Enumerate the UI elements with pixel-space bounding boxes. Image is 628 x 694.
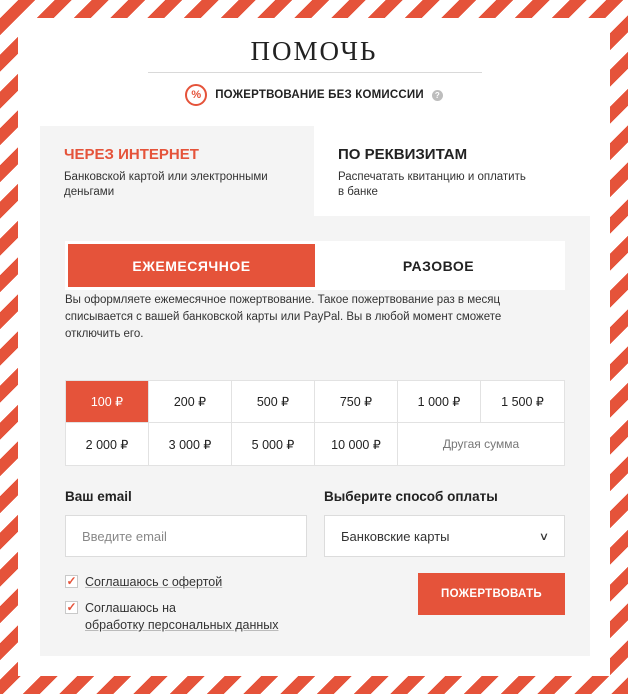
tab-internet-desc-line: Банковской картой или электронными — [64, 171, 268, 183]
offer-consent-label — [85, 574, 222, 591]
tab-internet-desc-line: деньгами — [64, 186, 115, 198]
personal-data-checkbox[interactable]: ✓ — [66, 600, 77, 614]
frequency-toggle — [65, 241, 565, 290]
tab-requisites-desc-line: в банке — [338, 186, 378, 198]
payment-method-label: Выберите способ оплаты — [324, 489, 498, 504]
personal-data-line: Соглашаюсь на — [85, 601, 176, 615]
offer-checkbox[interactable]: ✓ — [66, 574, 77, 588]
amount-option[interactable]: 2 000 ₽ — [66, 423, 149, 465]
amount-option[interactable]: 5 000 ₽ — [232, 423, 315, 465]
notice-line: Вы оформляете ежемесячное пожертвование. Такое пожертвование раз в месяц — [65, 294, 501, 306]
chevron-down-icon: ∨ — [538, 530, 550, 543]
amount-option[interactable]: 3 000 ₽ — [149, 423, 232, 465]
tab-requisites-title: ПО РЕКВИЗИТАМ — [338, 146, 468, 163]
monthly-notice — [65, 292, 565, 343]
percent-refresh-icon: % — [185, 84, 207, 106]
one-time-button[interactable]: РАЗОВОЕ — [315, 244, 562, 287]
amount-option[interactable]: 10 000 ₽ — [315, 423, 398, 465]
email-field[interactable] — [65, 515, 307, 557]
amount-option[interactable]: 200 ₽ — [149, 381, 232, 423]
question-icon[interactable]: ? — [432, 90, 443, 101]
personal-data-link[interactable]: обработку персональных данных — [85, 618, 279, 632]
notice-line: отключить его. — [65, 328, 144, 340]
amount-option[interactable]: 750 ₽ — [315, 381, 398, 423]
page-title: ПОМОЧЬ — [250, 36, 378, 66]
personal-data-consent-label — [85, 600, 278, 634]
amount-grid — [65, 380, 565, 466]
donation-form-panel — [40, 216, 590, 656]
tab-internet[interactable] — [40, 126, 314, 216]
other-amount-option[interactable]: Другая сумма — [442, 437, 520, 451]
offer-link[interactable]: Соглашаюсь с офертой — [85, 575, 223, 589]
tab-internet-title: ЧЕРЕЗ ИНТЕРНЕТ — [64, 146, 199, 163]
tab-requisites[interactable] — [314, 126, 590, 216]
monthly-button[interactable]: ЕЖЕМЕСЯЧНОЕ — [68, 244, 315, 287]
amount-option[interactable]: 100 ₽ — [66, 381, 149, 423]
title-divider — [148, 72, 482, 73]
amount-option[interactable]: 500 ₽ — [232, 381, 315, 423]
email-label: Ваш email — [65, 489, 132, 504]
no-commission-note — [0, 84, 628, 106]
tab-requisites-desc-line: Распечатать квитанцию и оплатить — [338, 171, 526, 183]
notice-line: списывается с вашей банковской карты или PayPal. Вы в любой момент сможете — [65, 311, 502, 323]
tab-internet-desc — [64, 170, 290, 200]
donate-button[interactable]: ПОЖЕРТВОВАТЬ — [418, 573, 565, 615]
payment-method-select[interactable] — [324, 515, 565, 557]
amount-option[interactable]: 1 000 ₽ — [398, 381, 481, 423]
personal-data-consent[interactable] — [65, 600, 278, 634]
offer-consent[interactable] — [65, 574, 222, 591]
amount-option[interactable]: 1 500 ₽ — [481, 381, 564, 423]
payment-method-value: Банковские карты — [341, 528, 450, 544]
tab-requisites-desc — [338, 170, 566, 200]
no-commission-text: ПОЖЕРТВОВАНИЕ БЕЗ КОМИССИИ — [215, 89, 424, 101]
